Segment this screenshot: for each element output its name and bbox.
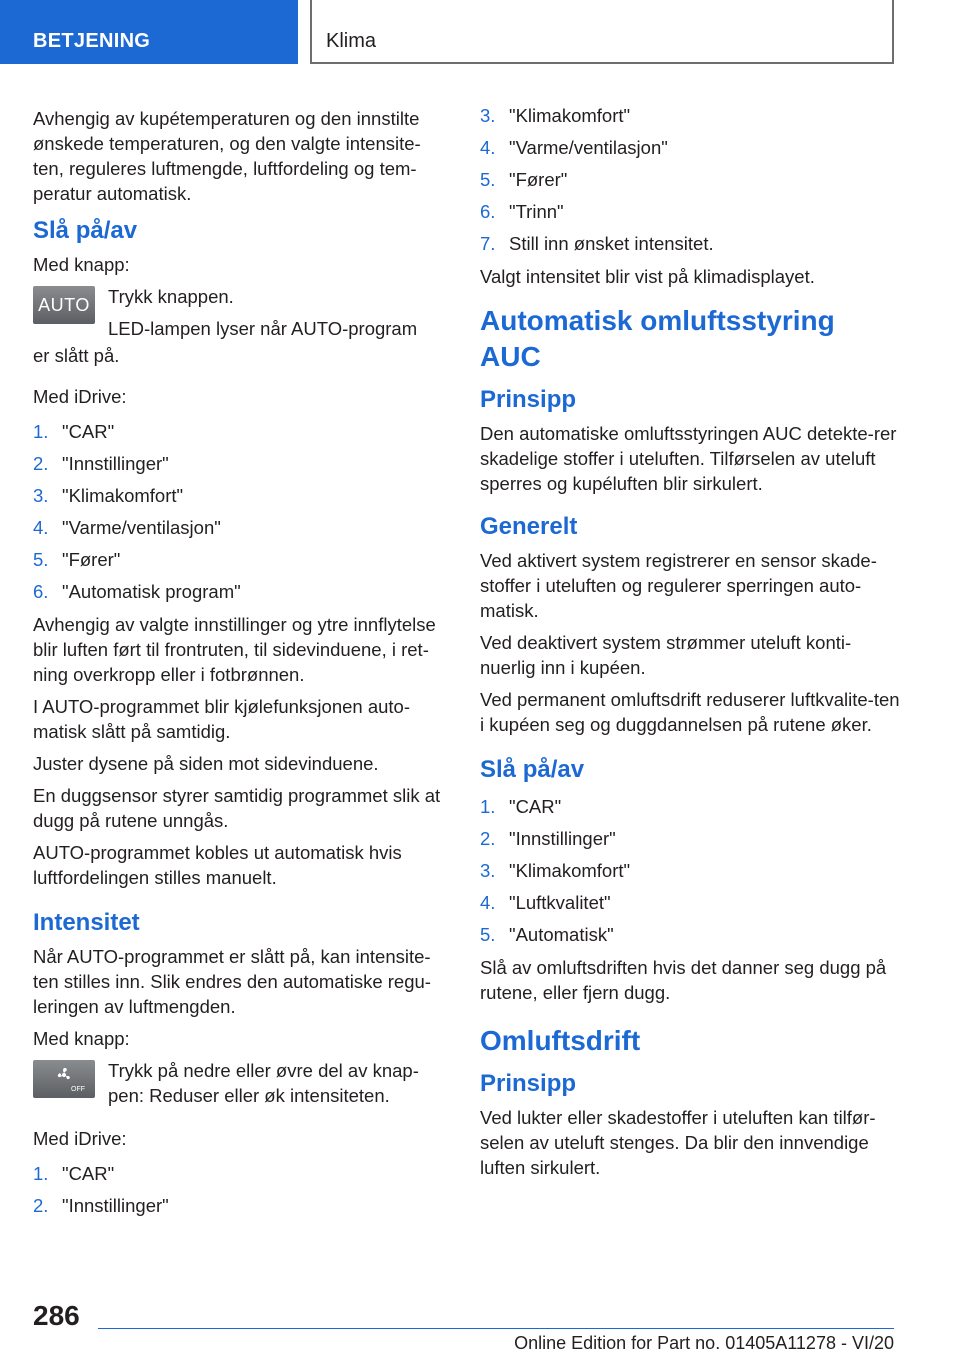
fan-intensity-button-icon: [33, 1060, 95, 1098]
fan-button-instruction: [33, 1058, 449, 1120]
paragraph-omluft: Ved lukter eller skadestoffer i uteluften kan tilfør-selen av uteluft stenges. Da blir den innvendige luften sirkulert.: [480, 1107, 876, 1178]
list-item: 6. "Trinn": [480, 201, 564, 222]
paragraph-valgt-intensitet: Valgt intensitet blir vist på klimadisplayet.: [480, 266, 815, 287]
header-section-tab: [0, 0, 298, 64]
list-item: 5. "Automatisk": [480, 924, 614, 945]
page-number: 286: [33, 1300, 80, 1331]
list-item: 4. "Varme/ventilasjon": [480, 137, 668, 158]
paragraph-auc: Den automatiske omluftsstyringen AUC detekte-rer skadelige stoffer i uteluften. Tilførselen av uteluft sperres og kupéluften blir sirkulert.: [480, 423, 897, 494]
paragraph-dyser: Juster dysene på siden mot sidevinduene.: [33, 753, 379, 774]
list-item: 4. "Varme/ventilasjon": [33, 517, 221, 538]
list-item: 1. "CAR": [33, 1163, 115, 1184]
heading-slaa-paa-av-2: Slå på/av: [480, 756, 585, 783]
list-item: 5. "Fører": [33, 549, 121, 570]
list-item: 1. "CAR": [480, 796, 562, 817]
paragraph-luftfordeling: Avhengig av valgte innstillinger og ytre innflytelse blir luften ført til frontruten, til sidevinduene, i ret-ning overkropp eller i fotbrønnen.: [33, 614, 436, 685]
heading-generelt: Generelt: [480, 513, 578, 540]
footer-edition-text: Online Edition for Part no. 01405A11278 - VI/20: [514, 1333, 894, 1353]
heading-auc: Automatisk omluftsstyring AUC: [480, 305, 835, 372]
footer-divider: [98, 1328, 894, 1329]
header-chapter-tab: [310, 0, 894, 64]
trykk-knappen-text: Trykk knappen.: [108, 286, 234, 307]
header-chapter-label: Klima: [326, 30, 377, 52]
paragraph-kjolefunksjon: I AUTO-programmet blir kjølefunksjonen auto-matisk slått på samtidig.: [33, 696, 411, 742]
list-item: 1. "CAR": [33, 421, 115, 442]
list-item: 2. "Innstillinger": [480, 828, 616, 849]
paragraph-auto-kobles-ut: AUTO-programmet kobles ut automatisk hvis luftfordelingen stilles manuelt.: [33, 842, 402, 888]
list-item: 6. "Automatisk program": [33, 581, 241, 602]
heading-prinsipp: Prinsipp: [480, 386, 577, 413]
med-knapp-label-2: Med knapp:: [33, 1028, 130, 1049]
med-idrive-label-2: Med iDrive:: [33, 1128, 127, 1149]
fan-icon: [33, 1060, 95, 1098]
paragraph-intensitet: Når AUTO-programmet er slått på, kan intensite-ten stilles inn. Slik endres den automatiske regu-leringen av luftmengden.: [33, 946, 431, 1017]
paragraph-duggsensor: En duggsensor styrer samtidig programmet slik at dugg på rutene unngås.: [33, 785, 441, 831]
idrive-steps-list-2: [33, 1158, 449, 1222]
list-item: 3. "Klimakomfort": [33, 485, 184, 506]
list-item: 7. Still inn ønsket intensitet.: [480, 233, 714, 254]
list-item: 2. "Innstillinger": [33, 1195, 169, 1216]
auto-button-icon: [33, 286, 95, 324]
paragraph-slaa-av-omluft: Slå av omluftsdriften hvis det danner seg dugg på rutene, eller fjern dugg.: [480, 957, 887, 1003]
fan-button-text: Trykk på nedre eller øvre del av knap-pen: Reduser eller øk intensiteten.: [108, 1060, 419, 1106]
paragraph-deaktivert: Ved deaktivert system strømmer uteluft konti-nuerlig inn i kupéen.: [480, 632, 852, 678]
list-item: 4. "Luftkvalitet": [480, 892, 611, 913]
heading-omluftsdrift: Omluftsdrift: [480, 1025, 641, 1056]
led-text: LED-lampen lyser når AUTO-program: [108, 318, 418, 339]
med-idrive-label: Med iDrive:: [33, 386, 127, 407]
paragraph-permanent: Ved permanent omluftsdrift reduserer luftkvalite-ten i kupéen seg og duggdannelsen på rutene øker.: [480, 689, 900, 735]
right-column: [480, 106, 900, 1187]
heading-intensitet: Intensitet: [33, 909, 140, 936]
list-item: 5. "Fører": [480, 169, 568, 190]
heading-prinsipp-2: Prinsipp: [480, 1070, 577, 1097]
auto-icon-text: AUTO: [38, 295, 90, 315]
list-item: 3. "Klimakomfort": [480, 860, 631, 881]
med-knapp-label: Med knapp:: [33, 254, 130, 275]
intro-paragraph: Avhengig av kupétemperaturen og den innstilte ønskede temperaturen, og den valgte intensite-ten, reguleres luftmengde, luftfordeling og tem-peratur automatisk.: [33, 108, 421, 204]
auto-button-instruction: [33, 284, 449, 346]
idrive-steps-list-auc: [480, 791, 900, 951]
list-item: 2. "Innstillinger": [33, 453, 169, 474]
paragraph-aktivert: Ved aktivert system registrerer en sensor skade-stoffer i uteluften og regulerer sperringen auto-matisk.: [480, 550, 877, 621]
header-section-label: BETJENING: [33, 30, 151, 52]
idrive-steps-list: [33, 416, 449, 608]
led-text-continued: er slått på.: [33, 345, 120, 366]
heading-slaa-paa-av: Slå på/av: [33, 217, 138, 244]
idrive-steps-list-cont: [480, 100, 900, 260]
list-item: 3. "Klimakomfort": [480, 105, 631, 126]
fan-icon-off-text: OFF: [71, 1086, 85, 1093]
left-column: [33, 106, 449, 1226]
